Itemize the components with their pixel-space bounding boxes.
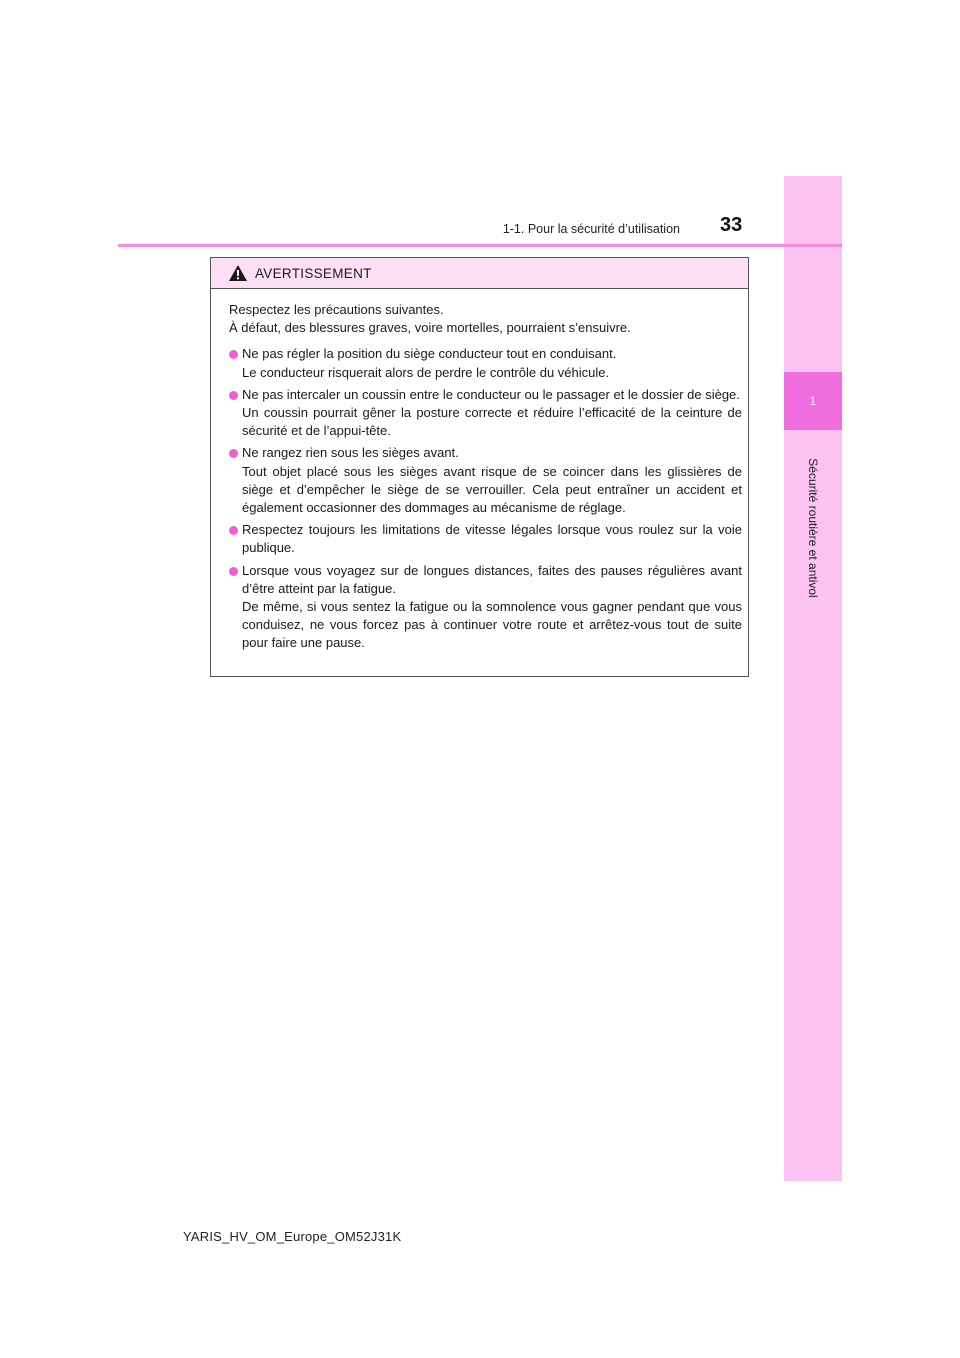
header-rule — [118, 244, 842, 247]
warning-body — [211, 289, 748, 653]
list-item — [229, 444, 742, 517]
footer-doc-id: YARIS_HV_OM_Europe_OM52J31K — [183, 1229, 402, 1244]
list-item-line: Ne pas intercaler un coussin entre le conducteur ou le passager et le dossier de siège. — [242, 386, 740, 402]
list-item-line: Le conducteur risquerait alors de perdre le contrôle du véhicule. — [242, 364, 610, 380]
list-item-line: De même, si vous sentez la fatigue ou la somnolence vous gagner pendant que vous conduisez, ne vous forcez pas à continuer votre route et arrêtez-vous tout de suite pour faire une pause. — [242, 599, 742, 651]
list-item — [229, 562, 742, 653]
list-item — [229, 386, 742, 441]
list-item-line: Tout objet placé sous les sièges avant risque de se coincer dans les glissières de siège et d’empêcher le siège de se verrouiller. Cela peut entraîner un accident et également occasionner des dommages au mécanisme de réglage. — [242, 463, 742, 516]
page-number: 33 — [720, 214, 743, 236]
bullet-icon — [229, 567, 238, 576]
warning-header — [211, 258, 748, 289]
bullet-icon — [229, 350, 238, 359]
bullet-icon — [229, 526, 238, 535]
bullet-icon — [229, 449, 238, 458]
section-title: 1-1. Pour la sécurité d’utilisation — [502, 222, 680, 236]
warning-list — [229, 345, 742, 652]
list-item — [229, 345, 742, 381]
warning-triangle-icon — [228, 264, 248, 282]
chapter-title-text: Sécurité routière et antivol — [806, 458, 820, 598]
intro-line: À défaut, des blessures graves, voire mortelles, pourraient s’ensuivre. — [229, 320, 631, 336]
list-item-line: Respectez toujours les limitations de vitesse légales lorsque vous roulez sur la voie publique. — [242, 522, 742, 556]
list-item-line: Ne rangez rien sous les sièges avant. — [242, 445, 459, 461]
intro-line: Respectez les précautions suivantes. — [229, 302, 444, 317]
list-item — [229, 521, 742, 557]
warning-box — [210, 257, 749, 677]
side-tab — [784, 176, 842, 1181]
chapter-number: 1 — [784, 372, 842, 430]
bullet-icon — [229, 391, 238, 400]
warning-title: AVERTISSEMENT — [255, 265, 372, 281]
warning-intro — [229, 301, 742, 337]
list-item-line: Lorsque vous voyagez sur de longues distances, faites des pauses régulières avant d’être atteint par la fatigue. — [242, 562, 742, 596]
list-item-line: Un coussin pourrait gêner la posture correcte et réduire l’efficacité de la ceinture de sécurité et de l’appui-tête. — [242, 405, 742, 439]
list-item-line: Ne pas régler la position du siège conducteur tout en conduisant. — [242, 346, 617, 362]
